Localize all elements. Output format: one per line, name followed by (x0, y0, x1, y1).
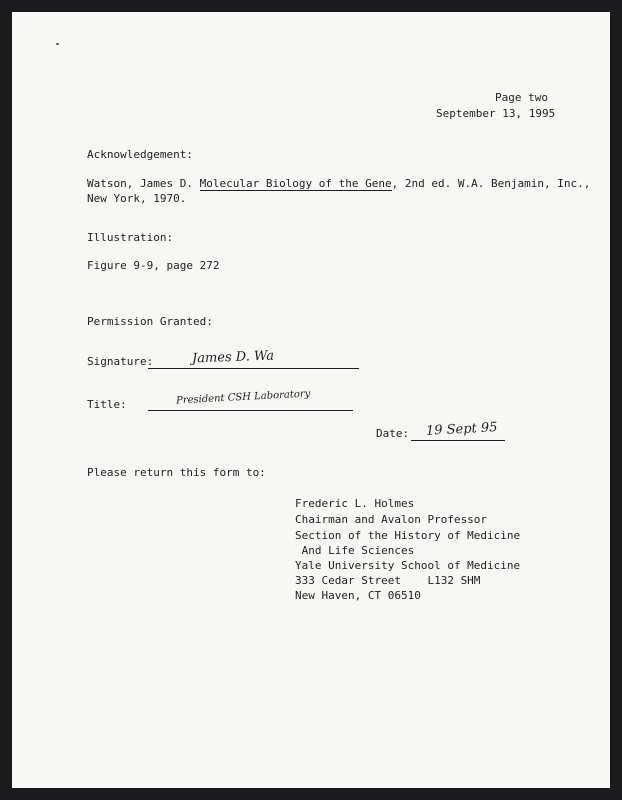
paper-speck (56, 43, 59, 45)
citation-line-2: New York, 1970. (87, 192, 187, 205)
title-label: Title: (87, 398, 127, 411)
address-line: Yale University School of Medicine (295, 559, 521, 572)
handwritten-title: President CSH Laboratory (175, 388, 311, 407)
signature-label: Signature: (87, 355, 154, 368)
handwritten-date: 19 Sept 95 (425, 420, 498, 439)
address-line: 333 Cedar Street L132 SHM (295, 574, 481, 587)
address-line: And Life Sciences (295, 544, 415, 557)
acknowledgement-heading: Acknowledgement: (87, 148, 193, 161)
address-line: Section of the History of Medicine (295, 529, 521, 542)
illustration-heading: Illustration: (87, 231, 174, 244)
date-line (411, 440, 505, 441)
citation-line-1 (87, 177, 590, 191)
permission-heading: Permission Granted: (87, 315, 213, 328)
return-heading: Please return this form to: (87, 466, 266, 479)
address-line: New Haven, CT 06510 (295, 589, 421, 602)
figure-reference: Figure 9-9, page 272 (87, 259, 220, 272)
citation-title: Molecular Biology of the Gene (199, 177, 392, 190)
title-line (148, 410, 353, 411)
citation-publisher: , 2nd ed. W.A. Benjamin, Inc., (391, 177, 591, 190)
signature-line (148, 368, 359, 369)
address-line: Chairman and Avalon Professor (295, 513, 488, 526)
page-number: Page two (495, 91, 548, 104)
citation-author: Watson, James D. (87, 177, 200, 190)
date-label: Date: (376, 427, 410, 440)
handwritten-signature: James D. Wa (191, 348, 275, 367)
address-line: Frederic L. Holmes (295, 497, 415, 510)
header-date: September 13, 1995 (436, 107, 556, 120)
